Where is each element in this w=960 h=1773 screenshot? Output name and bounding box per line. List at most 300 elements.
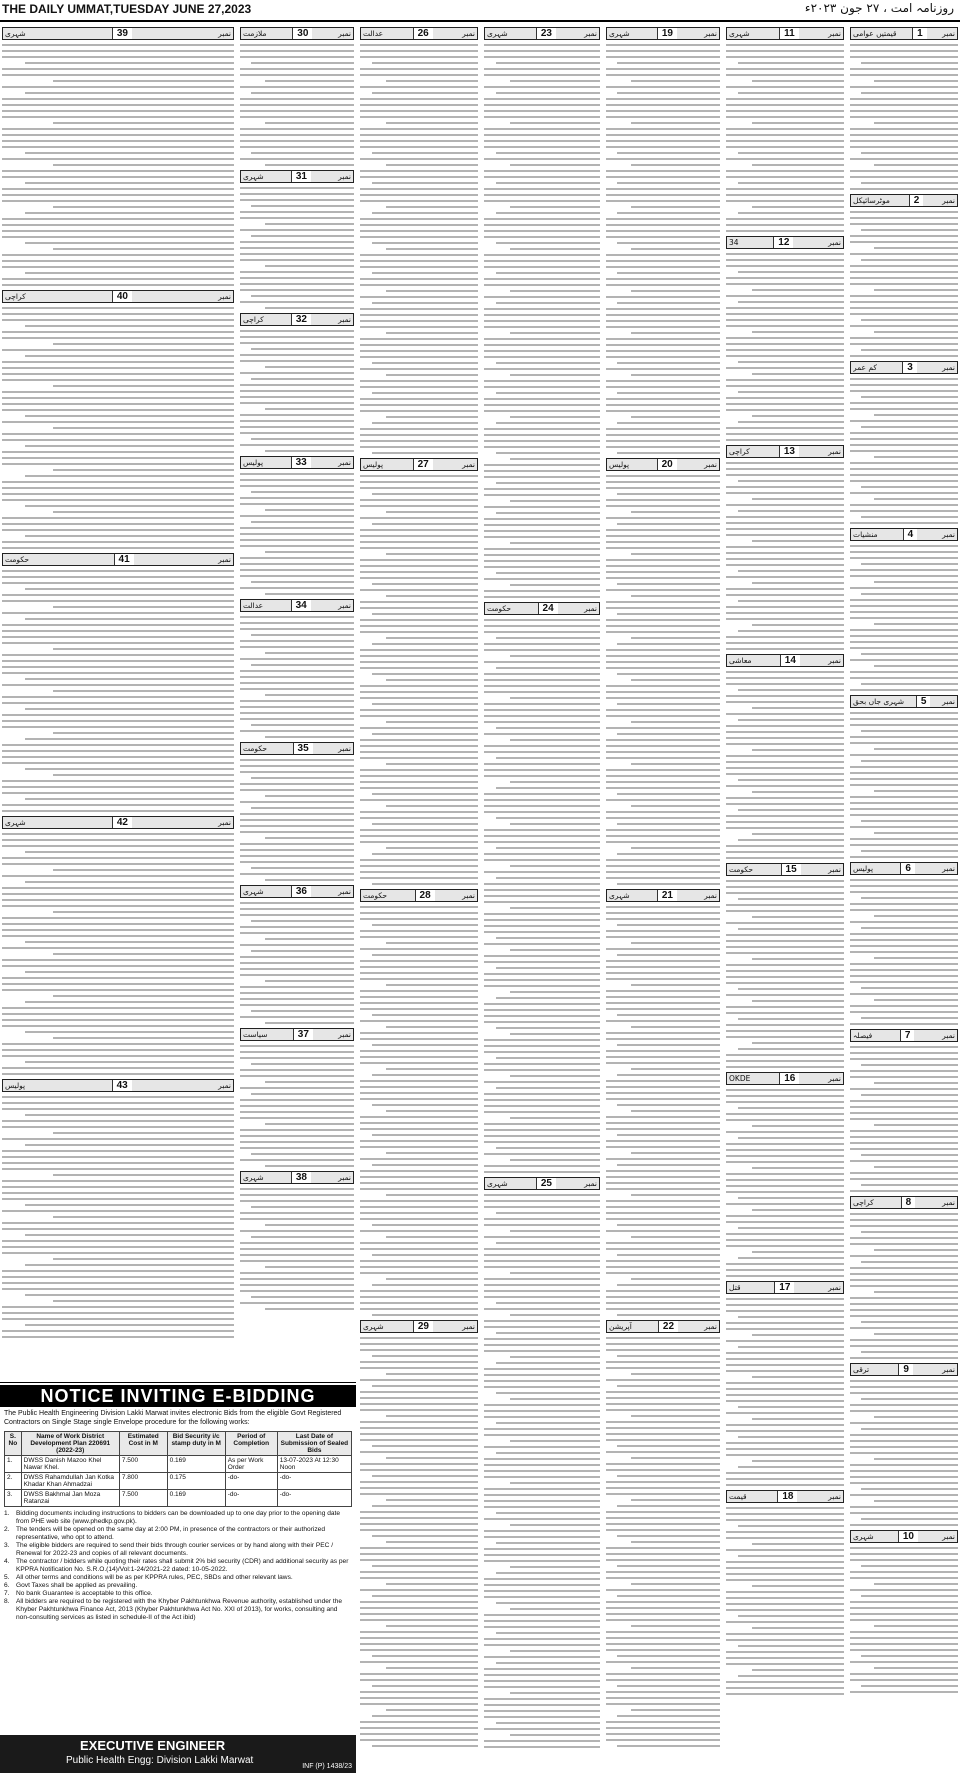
text-line — [484, 1153, 600, 1155]
story-caption: OKDE — [729, 1074, 751, 1083]
text-line — [360, 1661, 478, 1663]
text-line — [606, 505, 720, 507]
text-line — [2, 1049, 234, 1051]
text-line — [360, 1002, 478, 1004]
text-line — [726, 1472, 844, 1474]
text-line — [726, 1185, 844, 1187]
text-line — [25, 1031, 234, 1033]
text-line — [496, 182, 600, 184]
text-line — [2, 1150, 234, 1152]
text-line — [752, 1669, 844, 1671]
text-line — [360, 781, 478, 783]
text-line — [850, 844, 958, 846]
text-line — [861, 563, 958, 565]
text-line — [251, 235, 354, 237]
text-line — [726, 1191, 844, 1193]
text-line — [606, 170, 720, 172]
text-line — [251, 724, 354, 726]
text-line — [606, 176, 720, 178]
text-line — [726, 313, 844, 315]
text-line — [360, 1607, 478, 1609]
text-line — [25, 678, 234, 680]
text-line — [850, 1052, 958, 1054]
text-line — [2, 804, 234, 806]
text-line — [496, 1147, 600, 1149]
text-line — [617, 362, 720, 364]
story-number-label: نمبر — [218, 29, 231, 38]
text-line — [510, 1356, 600, 1358]
text-line — [360, 1272, 478, 1274]
text-line — [606, 799, 720, 801]
text-line — [850, 450, 958, 452]
text-line — [861, 1064, 958, 1066]
text-line — [2, 313, 234, 315]
story-header-31 — [240, 170, 354, 183]
text-line — [850, 605, 958, 607]
text-line — [861, 62, 958, 64]
text-line — [606, 589, 720, 591]
text-line — [606, 110, 720, 112]
condition-number: 2. — [4, 1526, 10, 1533]
text-line — [726, 104, 844, 106]
text-line — [850, 951, 958, 953]
story-header-16 — [726, 1072, 844, 1085]
text-line — [372, 853, 478, 855]
text-line — [726, 552, 844, 554]
text-line — [631, 80, 720, 82]
text-line — [631, 1110, 720, 1112]
text-line — [360, 44, 478, 46]
text-line — [631, 1457, 720, 1459]
text-line — [606, 1463, 720, 1465]
text-line — [738, 421, 844, 423]
text-line — [850, 170, 958, 172]
text-line — [2, 403, 234, 405]
text-line — [2, 1198, 234, 1200]
text-line — [496, 757, 600, 759]
text-line — [484, 1746, 600, 1748]
text-line — [360, 841, 478, 843]
text-line — [496, 242, 600, 244]
text-line — [2, 56, 234, 58]
text-line — [360, 1260, 478, 1262]
text-line — [617, 1595, 720, 1597]
text-line — [850, 1267, 958, 1269]
text-line — [738, 301, 844, 303]
text-line — [484, 1165, 600, 1167]
text-line — [2, 1162, 234, 1164]
text-line — [360, 350, 478, 352]
text-line — [606, 1571, 720, 1573]
text-line — [25, 768, 234, 770]
text-line — [726, 44, 844, 46]
notice-title: NOTICE INVITING E-BIDDING — [0, 1385, 356, 1407]
story-number-label: نمبر — [704, 460, 717, 469]
text-line — [2, 1270, 234, 1272]
text-line — [484, 1368, 600, 1370]
text-line — [240, 1117, 354, 1119]
text-line — [240, 301, 354, 303]
text-line — [850, 742, 958, 744]
text-line — [606, 1577, 720, 1579]
text-line — [251, 1296, 354, 1298]
text-line — [606, 236, 720, 238]
text-line — [850, 975, 958, 977]
notice-conditions — [4, 1510, 352, 1622]
text-line — [360, 1649, 478, 1651]
text-line — [861, 1655, 958, 1657]
text-line — [752, 1543, 844, 1545]
story-header-40 — [2, 290, 234, 303]
text-line — [240, 819, 354, 821]
text-line — [484, 254, 600, 256]
text-line — [360, 859, 478, 861]
text-line — [726, 612, 844, 614]
text-line — [510, 1440, 600, 1442]
text-line — [484, 1656, 600, 1658]
text-line — [372, 302, 478, 304]
story-header-7 — [850, 1029, 958, 1042]
text-line — [240, 759, 354, 761]
text-line — [240, 771, 354, 773]
text-line — [726, 516, 844, 518]
condition-item — [4, 1558, 352, 1574]
text-line — [360, 446, 478, 448]
text-line — [386, 1415, 478, 1417]
text-line — [360, 230, 478, 232]
story-number: 27 — [413, 459, 433, 470]
text-line — [850, 504, 958, 506]
text-line — [240, 1284, 354, 1286]
text-line — [360, 398, 478, 400]
text-line — [240, 444, 354, 446]
text-line — [484, 548, 600, 550]
text-line — [484, 188, 600, 190]
story-header-4 — [850, 528, 958, 541]
text-line — [360, 1409, 478, 1411]
text-line — [850, 1023, 958, 1025]
text-line — [606, 841, 720, 843]
text-line — [484, 1308, 600, 1310]
text-line — [726, 576, 844, 578]
text-line — [484, 1296, 600, 1298]
text-line — [606, 158, 720, 160]
text-line — [752, 289, 844, 291]
text-line — [752, 331, 844, 333]
story-number: 18 — [777, 1491, 797, 1502]
text-line — [360, 601, 478, 603]
text-line — [726, 767, 844, 769]
text-line — [484, 410, 600, 412]
text-line — [496, 997, 600, 999]
text-line — [372, 1044, 478, 1046]
text-line — [484, 170, 600, 172]
text-line — [484, 1506, 600, 1508]
text-line — [2, 863, 234, 865]
text-line — [484, 883, 600, 885]
text-line — [606, 260, 720, 262]
text-line — [510, 907, 600, 909]
story-number-label: نمبر — [462, 29, 475, 38]
inf-reference: INF (P) 1438/23 — [302, 1763, 352, 1770]
text-line — [25, 1294, 234, 1296]
text-line — [240, 926, 354, 928]
text-line — [53, 1174, 234, 1176]
text-line — [752, 749, 844, 751]
text-line — [606, 487, 720, 489]
text-line — [726, 319, 844, 321]
text-line — [606, 1098, 720, 1100]
text-line — [240, 497, 354, 499]
text-line — [240, 1242, 354, 1244]
story-header-9 — [850, 1363, 958, 1376]
text-line — [606, 188, 720, 190]
story-caption: قتل — [729, 1283, 741, 1292]
text-line — [850, 1589, 958, 1591]
text-line — [606, 1116, 720, 1118]
text-line — [360, 1248, 478, 1250]
text-line — [360, 338, 478, 340]
text-line — [25, 272, 234, 274]
text-line — [484, 326, 600, 328]
text-line — [850, 1476, 958, 1478]
text-line — [2, 905, 234, 907]
text-line — [484, 1003, 600, 1005]
text-line — [861, 897, 958, 899]
text-line — [606, 1613, 720, 1615]
text-line — [606, 691, 720, 693]
text-line — [386, 1499, 478, 1501]
text-line — [861, 820, 958, 822]
text-line — [240, 801, 354, 803]
text-line — [2, 810, 234, 812]
text-line — [484, 1171, 600, 1173]
text-line — [606, 930, 720, 932]
text-line — [752, 1376, 844, 1378]
table-cell: -do- — [225, 1490, 277, 1507]
text-line — [617, 1284, 720, 1286]
text-line — [240, 1200, 354, 1202]
text-line — [372, 703, 478, 705]
text-line — [617, 613, 720, 615]
text-line — [606, 386, 720, 388]
table-row — [5, 1473, 352, 1490]
text-line — [386, 984, 478, 986]
text-line — [484, 931, 600, 933]
text-line — [850, 462, 958, 464]
text-line — [386, 1026, 478, 1028]
text-line — [850, 1213, 958, 1215]
text-line — [360, 1218, 478, 1220]
text-line — [850, 176, 958, 178]
text-line — [484, 649, 600, 651]
text-line — [240, 384, 354, 386]
text-line — [372, 613, 478, 615]
text-line — [2, 762, 234, 764]
text-line — [240, 241, 354, 243]
text-line — [360, 631, 478, 633]
story-number-label: نمبر — [828, 238, 841, 247]
text-line — [484, 218, 600, 220]
text-line — [25, 738, 234, 740]
story-number-label: نمبر — [828, 1283, 841, 1292]
text-line — [360, 541, 478, 543]
text-line — [484, 1548, 600, 1550]
text-line — [25, 505, 234, 507]
text-line — [850, 522, 958, 524]
text-line — [738, 1048, 844, 1050]
text-line — [484, 524, 600, 526]
text-line — [874, 1333, 958, 1335]
works-column-header: Name of Work District Development Plan 220691 (2022-23) — [21, 1432, 119, 1456]
text-line — [25, 415, 234, 417]
text-line — [606, 1092, 720, 1094]
text-line — [874, 1082, 958, 1084]
text-line — [360, 326, 478, 328]
text-line — [510, 1650, 600, 1652]
text-line — [240, 1212, 354, 1214]
story-number-label: نمبر — [942, 530, 955, 539]
text-line — [850, 921, 958, 923]
text-line — [360, 188, 478, 190]
text-line — [850, 128, 958, 130]
text-line — [738, 92, 844, 94]
text-line — [738, 1346, 844, 1348]
text-line — [360, 1391, 478, 1393]
text-line — [25, 618, 234, 620]
story-caption: پولیس — [363, 460, 384, 469]
text-line — [726, 1215, 844, 1217]
text-line — [738, 152, 844, 154]
text-line — [496, 1302, 600, 1304]
text-line — [2, 1013, 234, 1015]
text-line — [360, 224, 478, 226]
text-line — [617, 924, 720, 926]
text-line — [726, 731, 844, 733]
text-line — [606, 1469, 720, 1471]
text-line — [850, 766, 958, 768]
text-line — [510, 1272, 600, 1274]
text-line — [240, 622, 354, 624]
text-line — [874, 832, 958, 834]
text-line — [510, 1159, 600, 1161]
text-line — [606, 296, 720, 298]
text-line — [240, 68, 354, 70]
text-line — [240, 432, 354, 434]
text-line — [606, 996, 720, 998]
text-line — [850, 295, 958, 297]
text-line — [240, 1290, 354, 1292]
text-line — [360, 1242, 478, 1244]
text-line — [726, 1609, 844, 1611]
text-line — [738, 212, 844, 214]
text-line — [496, 847, 600, 849]
text-line — [240, 1105, 354, 1107]
text-line — [752, 1042, 844, 1044]
text-line — [484, 1434, 600, 1436]
text-line — [484, 1380, 600, 1382]
text-line — [251, 295, 354, 297]
text-line — [372, 1385, 478, 1387]
text-line — [510, 1692, 600, 1694]
text-line — [738, 62, 844, 64]
text-line — [386, 1278, 478, 1280]
text-line — [606, 1379, 720, 1381]
text-line — [53, 248, 234, 250]
text-line — [850, 1380, 958, 1382]
story-header-34 — [240, 599, 354, 612]
text-line — [360, 1098, 478, 1100]
text-line — [850, 778, 958, 780]
story-number: 20 — [657, 459, 677, 470]
text-line — [726, 68, 844, 70]
text-line — [386, 1541, 478, 1543]
text-line — [606, 1146, 720, 1148]
text-line — [484, 1224, 600, 1226]
text-line — [360, 1200, 478, 1202]
text-line — [606, 535, 720, 537]
table-cell: 3. — [5, 1490, 22, 1507]
text-line — [484, 859, 600, 861]
text-line — [738, 600, 844, 602]
text-line — [606, 1739, 720, 1741]
text-line — [850, 56, 958, 58]
text-line — [25, 1204, 234, 1206]
text-line — [631, 248, 720, 250]
text-line — [360, 1481, 478, 1483]
story-caption: شہری — [729, 29, 750, 38]
text-line — [360, 912, 478, 914]
executive-engineer-title: EXECUTIVE ENGINEER — [80, 1738, 226, 1753]
text-line — [850, 1303, 958, 1305]
text-line — [606, 685, 720, 687]
text-line — [360, 978, 478, 980]
text-line — [631, 1152, 720, 1154]
text-line — [484, 1141, 600, 1143]
condition-item — [4, 1574, 352, 1582]
text-line — [631, 553, 720, 555]
text-line — [738, 182, 844, 184]
text-line — [360, 296, 478, 298]
text-line — [606, 116, 720, 118]
text-line — [850, 885, 958, 887]
text-line — [2, 433, 234, 435]
story-number-label: نمبر — [338, 29, 351, 38]
text-line — [738, 1525, 844, 1527]
text-line — [726, 158, 844, 160]
text-line — [606, 811, 720, 813]
text-line — [2, 744, 234, 746]
text-line — [484, 1063, 600, 1065]
text-line — [2, 284, 234, 286]
text-line — [726, 295, 844, 297]
text-line — [631, 1667, 720, 1669]
condition-number: 6. — [4, 1582, 10, 1589]
text-line — [265, 980, 354, 982]
text-line — [372, 1475, 478, 1477]
text-line — [510, 1314, 600, 1316]
text-line — [360, 1523, 478, 1525]
text-line — [726, 606, 844, 608]
text-line — [850, 98, 958, 100]
text-line — [2, 367, 234, 369]
text-line — [484, 1416, 600, 1418]
story-number-label: نمبر — [338, 601, 351, 610]
text-line — [726, 98, 844, 100]
text-line — [606, 86, 720, 88]
text-line — [606, 1721, 720, 1723]
text-line — [726, 1591, 844, 1593]
